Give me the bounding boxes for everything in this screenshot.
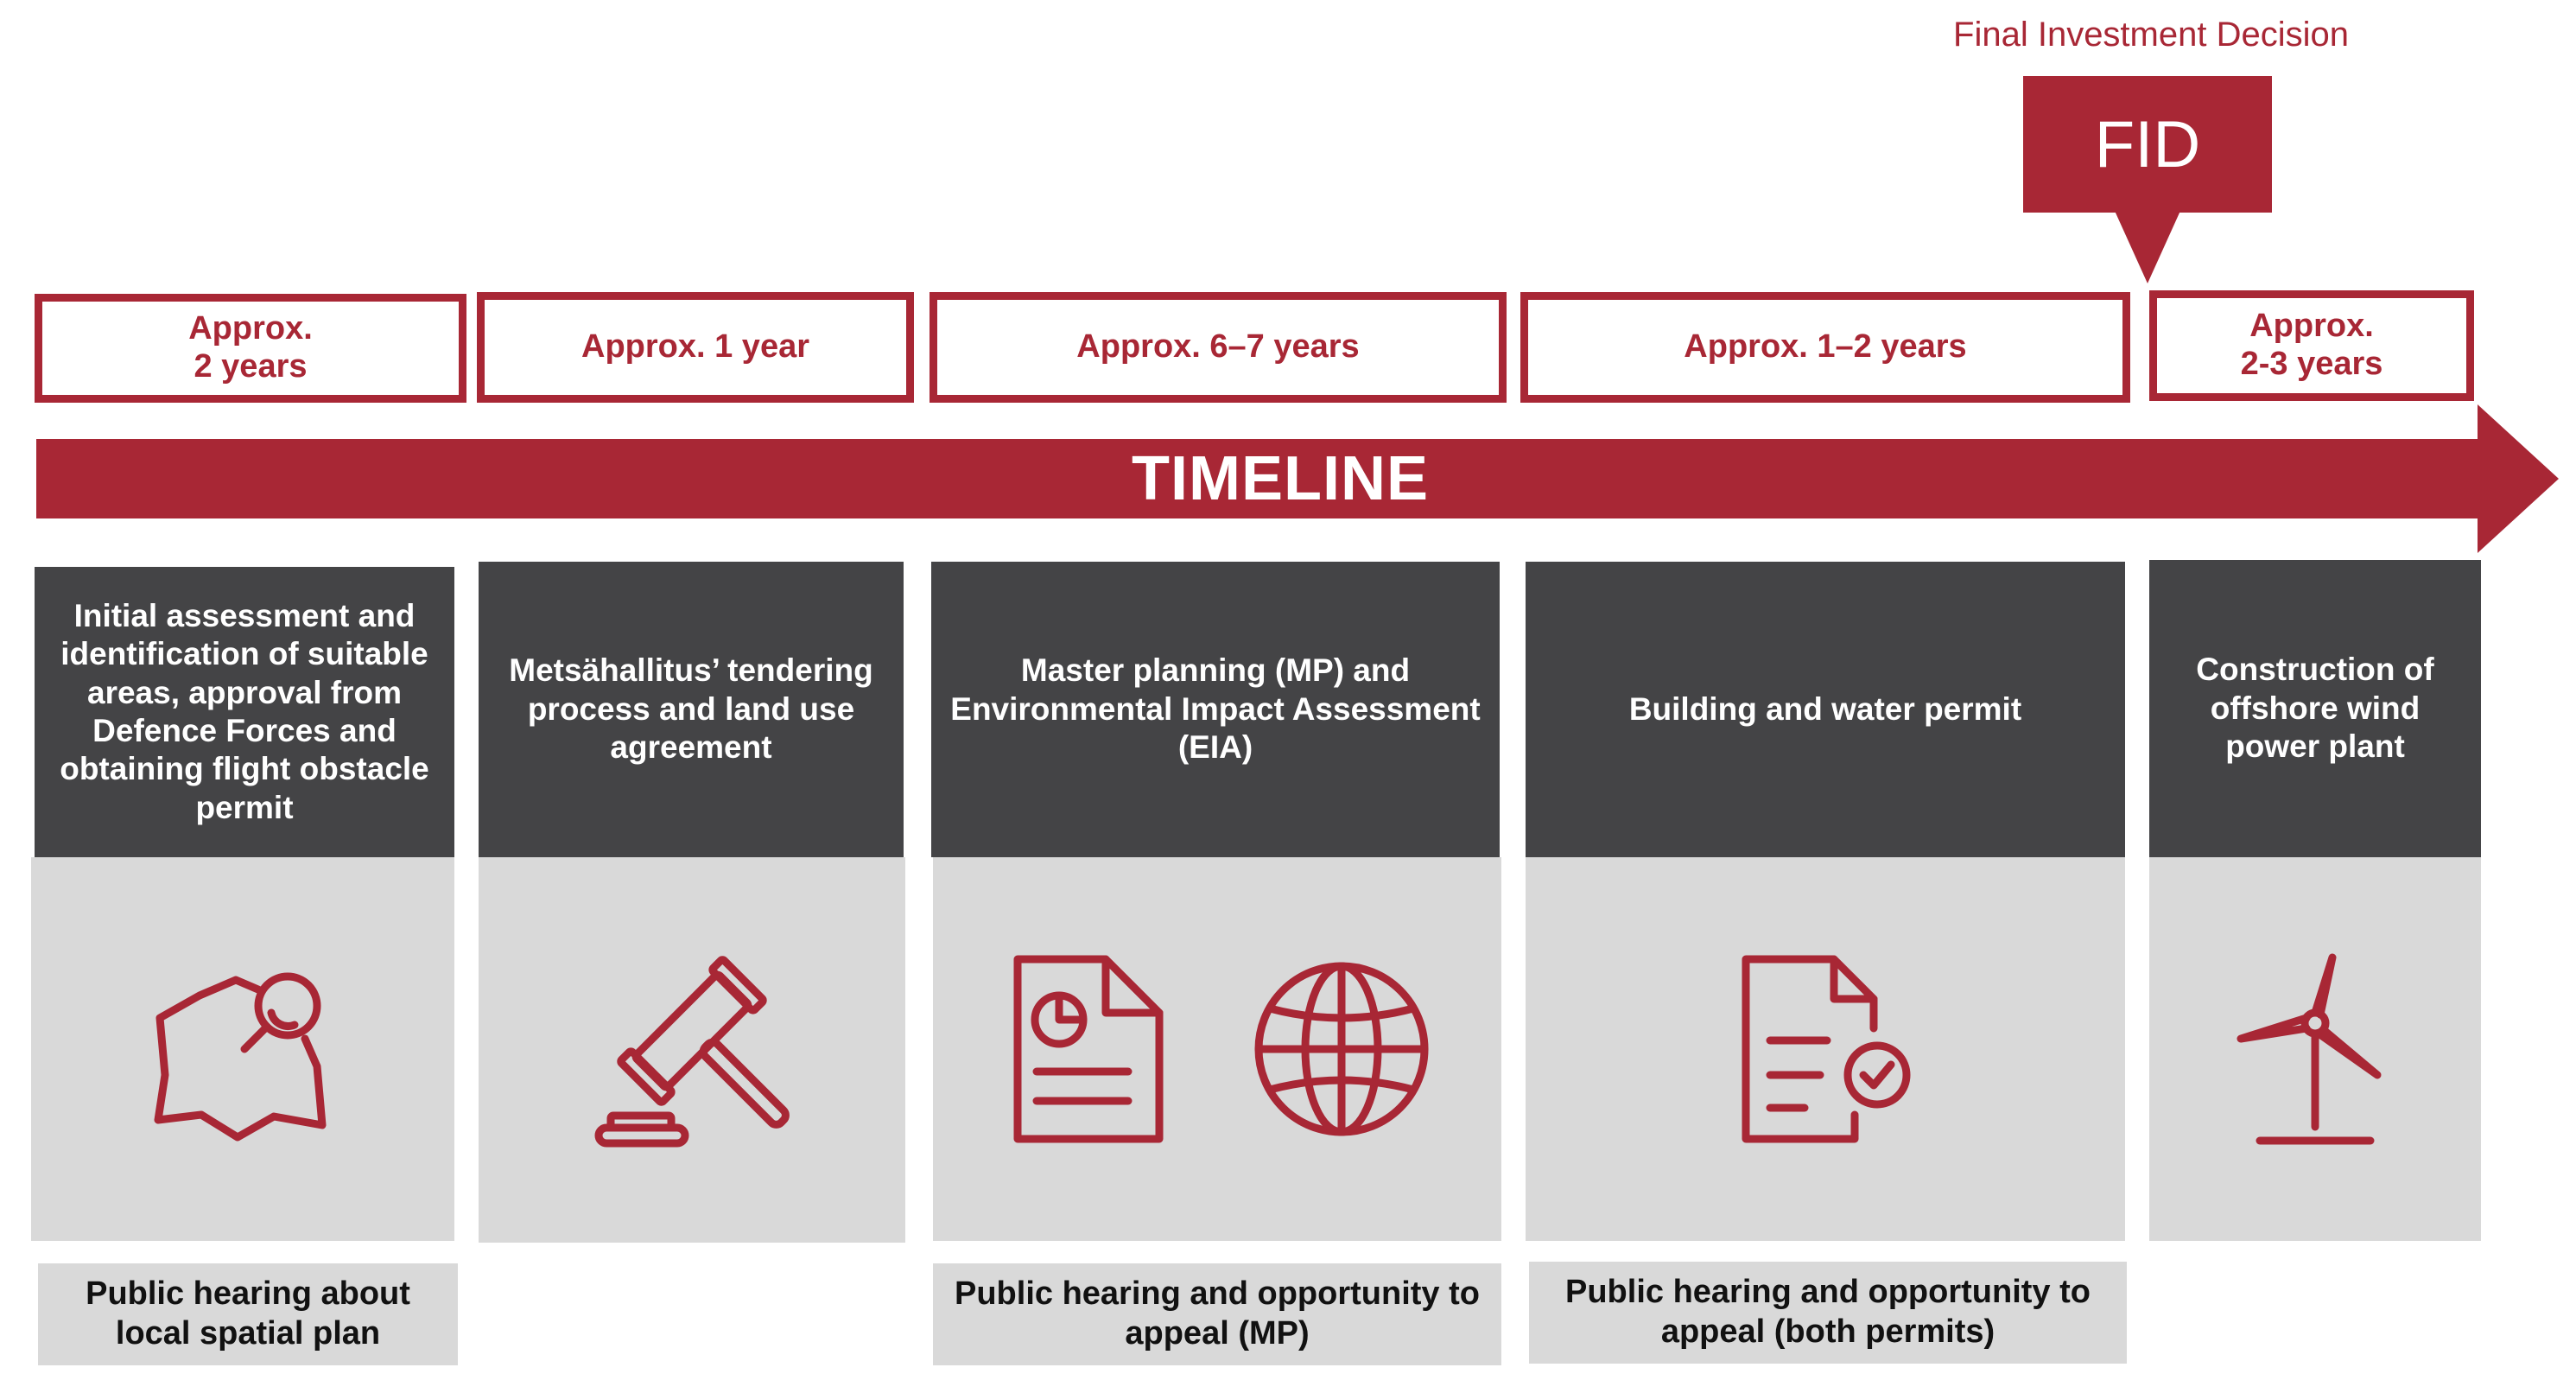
report-chart-icon [1002,945,1175,1153]
stage-5-body [2149,857,2481,1241]
document-check-icon [1730,945,1920,1153]
globe-icon [1251,958,1432,1140]
hearing-box-stage-1: Public hearing about local spatial plan [38,1263,458,1365]
stage-1-body [31,857,454,1241]
stage-4-body [1526,857,2125,1241]
duration-stage-2: Approx. 1 year [477,292,914,403]
fid-box: FID [2023,76,2272,213]
duration-stage-5: Approx. 2-3 years [2149,290,2474,401]
duration-stage-1: Approx. 2 years [35,294,466,403]
map-search-icon [139,945,346,1153]
duration-stage-3: Approx. 6–7 years [930,292,1507,403]
stage-3-body [933,857,1501,1241]
stage-1-title: Initial assessment and identification of suitable areas, approval from Defence Forces and obtaining flight obstacle permit [35,567,454,857]
stage-5-title: Construction of offshore wind power plant [2149,560,2481,857]
stage-4-title: Building and water permit [1526,562,2125,857]
hearing-box-stage-4: Public hearing and opportunity to appeal (both permits) [1529,1262,2127,1364]
gavel-icon [588,946,796,1154]
fid-caption: Final Investment Decision [1953,16,2349,54]
stage-2-title: Metsähallitus’ tendering process and land use agreement [479,562,904,857]
stage-2-body [479,857,905,1243]
timeline-label: TIMELINE [1132,444,1429,513]
stage-3-title: Master planning (MP) and Environmental Impact Assessment (EIA) [931,562,1500,857]
wind-turbine-icon [2229,945,2402,1153]
duration-stage-4: Approx. 1–2 years [1520,292,2130,403]
fid-pointer [2115,211,2180,283]
hearing-box-stage-3: Public hearing and opportunity to appeal (MP) [933,1263,1501,1365]
